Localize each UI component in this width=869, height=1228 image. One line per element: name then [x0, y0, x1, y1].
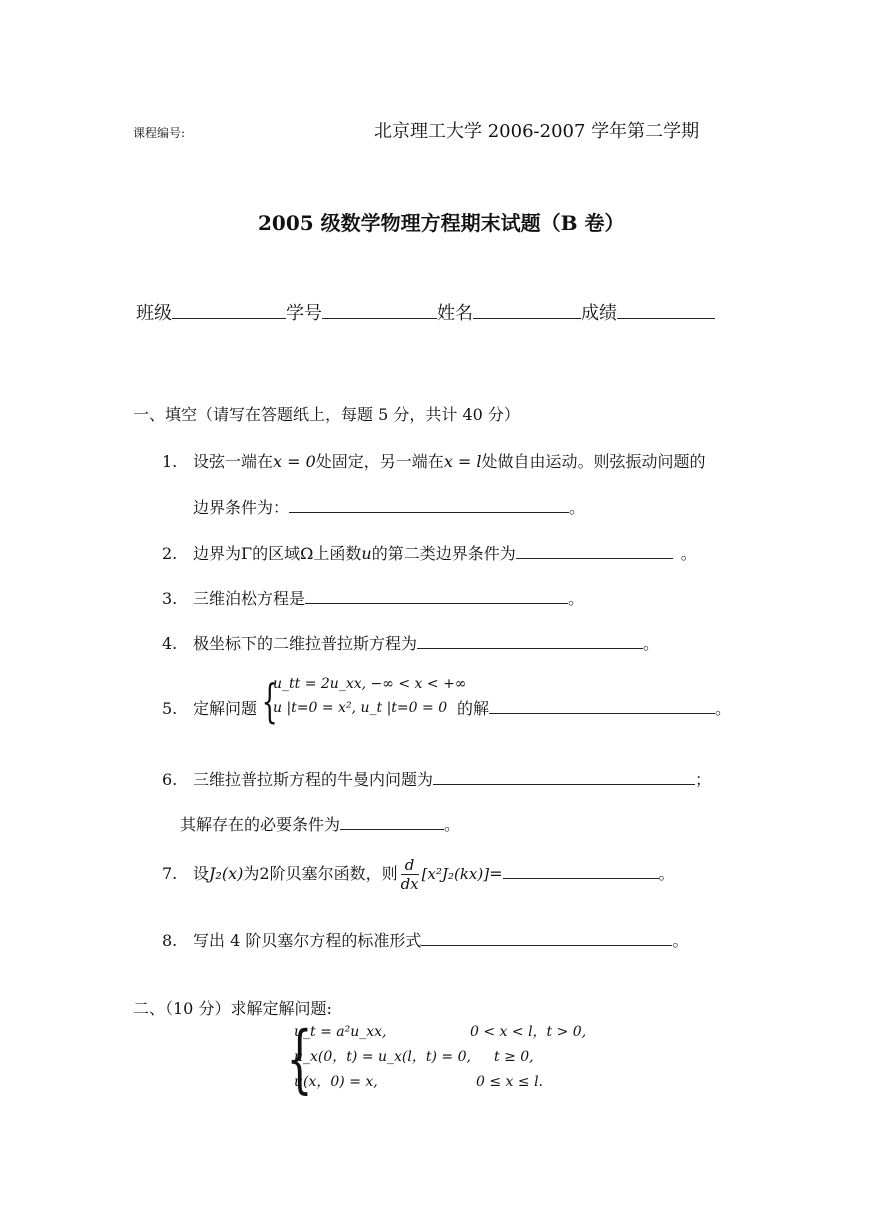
- question-3: 3. 三维泊松方程是 。: [162, 589, 585, 608]
- q5-answer-blank[interactable]: [489, 697, 715, 714]
- section2-row-1: u_t = a²u_xx, 0 < x < l，t > 0,: [294, 1024, 587, 1040]
- q6-answer-blank-2[interactable]: [340, 813, 444, 830]
- q8-answer-blank[interactable]: [421, 929, 672, 946]
- question-1-line2: 边界条件为： 。: [193, 498, 586, 517]
- section1-heading: 一、填空（请写在答题纸上，每题 5 分，共计 40 分）: [133, 405, 520, 424]
- q5-brace: {: [261, 674, 278, 728]
- question-6-line2: 其解存在的必要条件为 。: [180, 815, 461, 834]
- course-code-label: 课程编号:: [133, 126, 186, 140]
- q5-eq1: u_tt = 2u_xx, −∞ < x < +∞: [273, 676, 467, 692]
- q7-answer-blank[interactable]: [503, 862, 659, 879]
- section2-row-3: u(x，0) = x, 0 ≤ x ≤ l.: [294, 1074, 543, 1090]
- class-label: 班级: [136, 303, 172, 324]
- question-2: 2. 边界为Γ的区域Ω上函数u的第二类边界条件为 。: [162, 544, 697, 563]
- question-1-line1: 1. 设弦一端在x = 0处固定，另一端在x = l处做自由运动。则弦振动问题的: [162, 452, 706, 471]
- score-label: 成绩: [581, 303, 617, 324]
- question-4: 4. 极坐标下的二维拉普拉斯方程为 。: [162, 634, 660, 653]
- id-blank[interactable]: [322, 302, 437, 319]
- name-blank[interactable]: [473, 302, 581, 319]
- id-label: 学号: [286, 303, 322, 324]
- question-6-line1: 6. 三维拉普拉斯方程的牛曼内问题为 ；: [162, 770, 712, 789]
- question-5-prefix: 5. 定解问题: [162, 699, 258, 718]
- q2-answer-blank[interactable]: [516, 542, 673, 559]
- name-label: 姓名: [437, 303, 473, 324]
- section2-brace: {: [286, 1016, 313, 1102]
- q1-answer-blank[interactable]: [289, 496, 569, 513]
- question-7: 7. 设J₂(x)为2阶贝塞尔函数，则 $\frac{d}{dx}$ [x²J₂(kx)]= 。: [162, 856, 675, 893]
- section2-heading: 二、（10 分）求解定解问题:: [133, 999, 332, 1018]
- q5-eq2: u |t=0 = x², u_t |t=0 = 0: [273, 700, 448, 716]
- student-info: [136, 299, 715, 325]
- q4-answer-blank[interactable]: [417, 632, 643, 649]
- exam-title: 2005 级数学物理方程期末试题（B 卷）: [258, 211, 625, 235]
- question-8: 8. 写出 4 阶贝塞尔方程的标准形式 。: [162, 931, 689, 950]
- q3-answer-blank[interactable]: [305, 587, 568, 604]
- section2-row-2: u_x(0，t) = u_x(l，t) = 0, t ≥ 0,: [294, 1049, 534, 1065]
- q6-answer-blank-1[interactable]: [433, 768, 695, 785]
- university-term: 北京理工大学 2006-2007 学年第二学期: [374, 121, 700, 142]
- question-5-suffix: 的解 。: [457, 699, 732, 718]
- q7-derivative: $\frac{d}{dx}$: [400, 856, 419, 893]
- class-blank[interactable]: [172, 302, 286, 319]
- score-blank[interactable]: [617, 302, 715, 319]
- q1-number: 1.: [162, 452, 178, 471]
